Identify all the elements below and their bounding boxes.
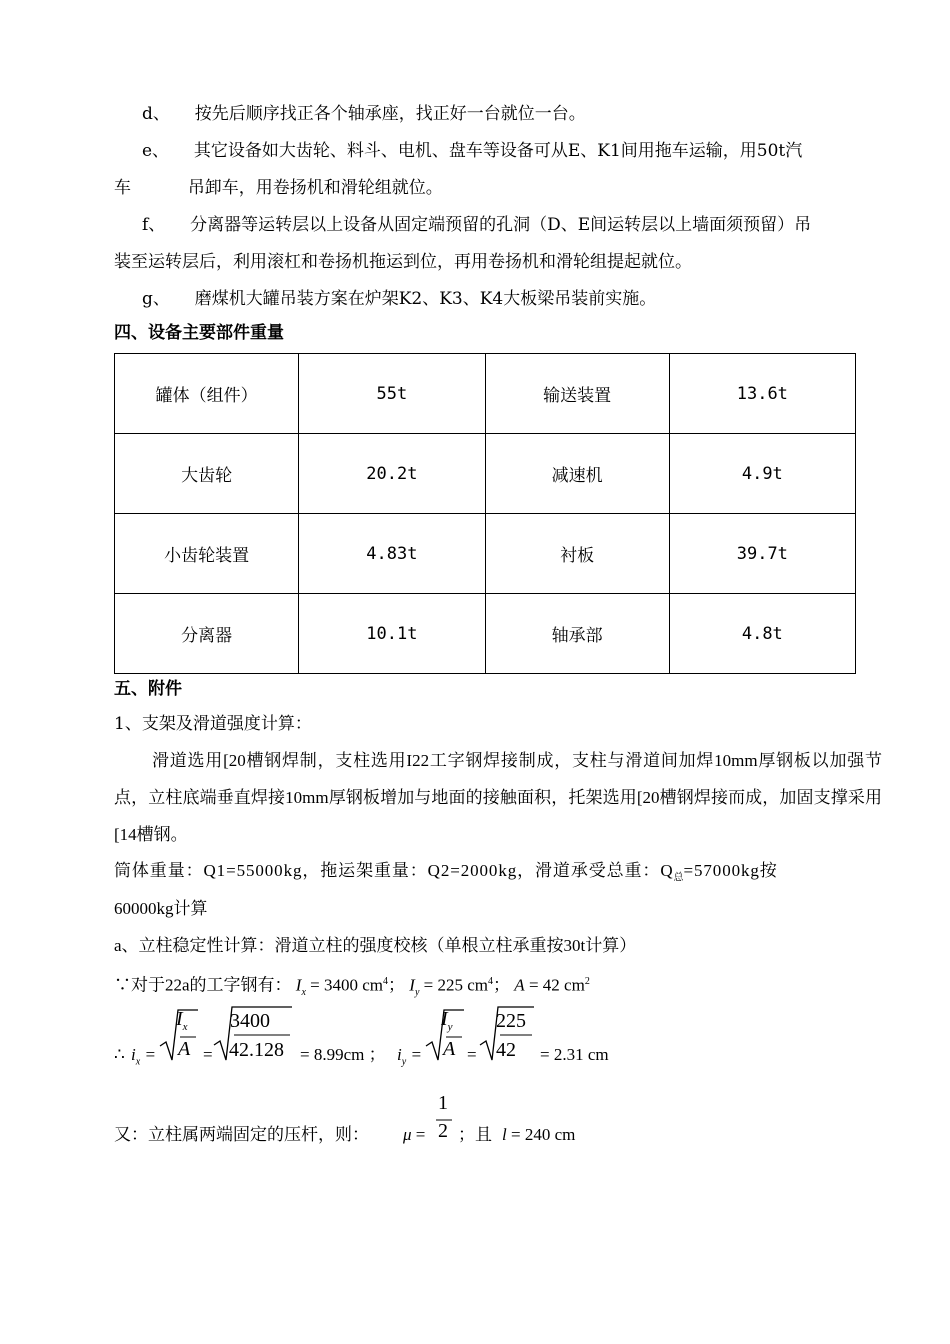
eq-sign: = <box>467 1045 477 1064</box>
table-cell: 4.8t <box>669 594 855 674</box>
ix-frac-den: A <box>178 1038 191 1060</box>
iy-frac-num: $I_y$ <box>441 1008 453 1033</box>
and-text: ；且 <box>458 1125 492 1145</box>
table-row <box>115 594 856 674</box>
subsection-1: 1、支架及滑道强度计算： <box>114 714 312 734</box>
unit: cm <box>467 975 489 995</box>
item-e-cont <box>114 176 443 200</box>
ix-den: 42.128 <box>229 1039 284 1061</box>
because-text: ∵对于22a的工字钢有： <box>114 975 292 995</box>
table-cell: 轴承部 <box>485 594 669 674</box>
iy-result: = 2.31 cm <box>540 1045 609 1064</box>
ix-num: 3400 <box>230 1010 270 1032</box>
weights-text-b: =57000kg按 <box>683 861 778 880</box>
because-line: ∵对于22a的工字钢有： $I_x = 3400$ $cm^4$； $I_y = 225$ $cm^4$； A = 42 $cm^2$ <box>114 975 590 999</box>
section4-heading: 四、设备主要部件重量 <box>114 323 284 343</box>
item-d-text: 按先后顺序找正各个轴承座，找正好一台就位一台。 <box>194 104 586 124</box>
section5-heading: 五、附件 <box>114 679 182 699</box>
unit: cm <box>564 975 585 995</box>
iy-frac-den: A <box>443 1038 456 1060</box>
table-cell: 55t <box>299 354 485 434</box>
table-cell: 10.1t <box>299 594 485 674</box>
ix-result: = 8.99cm ； <box>300 1045 386 1064</box>
table-cell: 4.83t <box>299 514 485 594</box>
weights-text-a: 筒体重量：Q1=55000kg，拖运架重量：Q2=2000kg，滑道承受总重：Q <box>114 861 674 880</box>
item-f-text1: 分离器等运转层以上设备从固定端预留的孔洞（D、E间运转层以上墙面须预留）吊 <box>190 215 812 235</box>
table-cell: 20.2t <box>299 434 485 514</box>
table-cell: 衬板 <box>485 514 669 594</box>
area-value: 42 <box>542 975 560 995</box>
table-cell: 输送装置 <box>485 354 669 434</box>
again-text: 又：立柱属两端固定的压杆，则： <box>114 1125 369 1145</box>
item-g-label: g、 <box>142 289 170 309</box>
stability-heading: a、立柱稳定性计算：滑道立柱的强度校核（单根立柱承重按30t计算） <box>114 936 637 955</box>
eq-sign: = <box>203 1045 213 1064</box>
item-g-text: 磨煤机大罐吊装方案在炉架K2、K3、K4大板梁吊装前实施。 <box>194 289 657 309</box>
ix-symbol: $i_x$ = <box>131 1045 156 1068</box>
item-f <box>142 213 811 237</box>
table-cell: 13.6t <box>669 354 855 434</box>
item-e-label: e、 <box>142 141 170 161</box>
table-cell: 分离器 <box>115 594 299 674</box>
mu-den: 2 <box>438 1120 448 1142</box>
table-cell: 减速机 <box>485 434 669 514</box>
item-g <box>142 287 656 311</box>
iy-den: 42 <box>496 1039 516 1061</box>
iy-symbol: $i_y$ = <box>397 1045 422 1068</box>
iy-num: 225 <box>496 1010 526 1032</box>
item-e-text2: 吊卸车，用卷扬机和滑轮组就位。 <box>187 178 443 198</box>
iy-value: 225 <box>437 975 464 995</box>
ix-value: 3400 <box>324 975 359 995</box>
item-e-text1: 其它设备如大齿轮、料斗、电机、盘车等设备可从E、K1间用拖车运输，用50t汽 <box>193 141 803 161</box>
table-cell: 39.7t <box>669 514 855 594</box>
length-value: = 240 cm <box>510 1125 576 1144</box>
table-cell: 大齿轮 <box>115 434 299 514</box>
item-f-text2: 装至运转层后，利用滚杠和卷扬机拖运到位，再用卷扬机和滑轮组提起就位。 <box>114 252 692 272</box>
table-cell: 小齿轮装置 <box>115 514 299 594</box>
table-row <box>115 514 856 594</box>
weight-table <box>114 353 856 674</box>
table-row <box>115 434 856 514</box>
mu-num: 1 <box>438 1092 448 1114</box>
paragraph-design: 滑道选用[20槽钢焊制，支柱选用I22工字钢焊接制成，支柱与滑道间加焊10mm厚钢板以加强节点，立柱底端垂直焊接10mm厚钢板增加与地面的接触面积，托架选用[20槽钢焊接而成，加固支撑采用[14槽钢。 <box>114 751 882 844</box>
mu-symbol: μ = <box>403 1125 426 1144</box>
item-d-label: d、 <box>142 104 170 124</box>
item-e <box>142 139 802 163</box>
ix-frac-num: $I_x$ <box>176 1008 188 1033</box>
item-f-label: f、 <box>142 215 166 235</box>
weights-line2: 60000kg计算 <box>114 899 208 918</box>
table-cell: 罐体（组件） <box>115 354 299 434</box>
item-e-prefix: 车 <box>114 178 131 198</box>
weights-line <box>114 859 882 890</box>
table-row <box>115 354 856 434</box>
therefore-symbol: ∴ <box>114 1045 125 1064</box>
table-cell: 4.9t <box>669 434 855 514</box>
unit: cm <box>362 975 384 995</box>
weights-subscript: 总 <box>673 872 684 884</box>
item-d <box>142 102 586 126</box>
length-line: l = 240 cm <box>502 1125 576 1144</box>
